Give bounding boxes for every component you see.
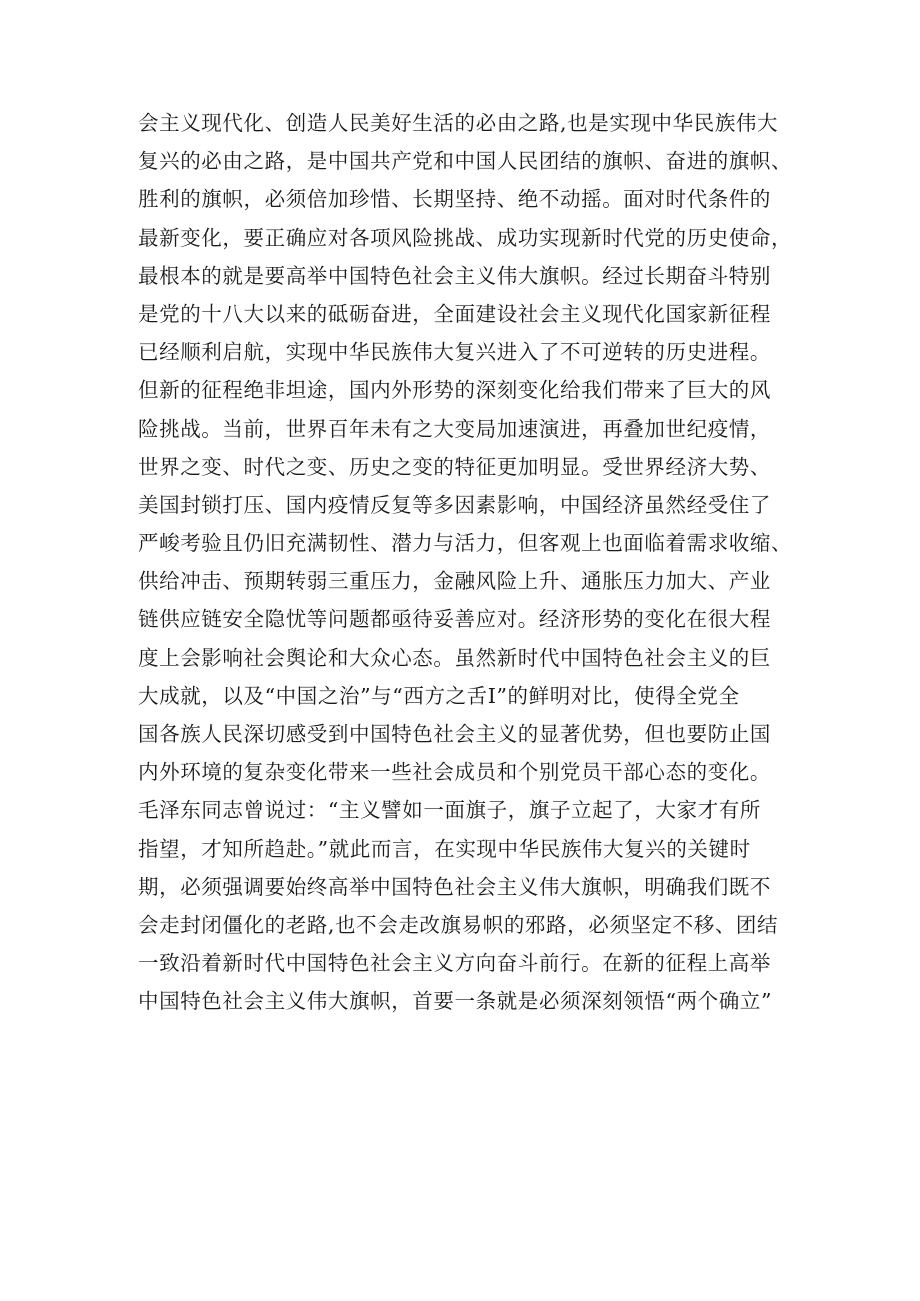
text-line: 会走封闭僵化的老路,也不会走改旗易帜的邪路，必须坚定不移、团结 xyxy=(138,912,779,937)
text-line: 复兴的必由之路，是中国共产党和中国人民团结的旗帜、奋进的旗帜、 xyxy=(138,149,793,174)
text-line: 美国封锁打压、国内疫情反复等多因素影响，中国经济虽然经受住了 xyxy=(138,492,771,517)
text-line: 大成就，以及“中国之治”与“西方之舌I”的鲜明对比，使得全党全 xyxy=(138,683,740,708)
text-line: 世界之变、时代之变、历史之变的特征更加明显。受世界经济大势、 xyxy=(138,454,771,479)
text-line: 会主义现代化、创造人民美好生活的必由之路,也是实现中华民族伟大 xyxy=(138,111,779,135)
text-line: 国各族人民深切感受到中国特色社会主义的显著优势，但也要防止国 xyxy=(138,722,771,746)
text-line: 最根本的就是要高举中国特色社会主义伟大旗帜。经过长期奋斗特别 xyxy=(138,263,771,288)
text-line: 险挑战。当前，世界百年未有之大变局加速演进，再叠加世纪疫情， xyxy=(138,416,771,441)
text-line: 胜利的旗帜，必须倍加珍惜、长期坚持、绝不动摇。面对时代条件的 xyxy=(138,187,771,212)
text-line: 严峻考验且仍旧充满韧性、潜力与活力，但客观上也面临着需求收缩、 xyxy=(138,531,793,556)
text-line: 供给冲击、预期转弱三重压力，金融风险上升、通胀压力加大、产业 xyxy=(138,569,771,594)
text-line: 是党的十八大以来的砥砺奋进，全面建设社会主义现代化国家新征程 xyxy=(138,301,771,326)
text-line: 期，必须强调要始终高举中国特色社会主义伟大旗帜，明确我们既不 xyxy=(138,874,771,899)
text-line: 指望，才知所趋赴。”就此而言，在实现中华民族伟大复兴的关键时 xyxy=(138,836,751,861)
text-line: 一致沿着新时代中国特色社会主义方向奋斗前行。在新的征程上高举 xyxy=(138,951,771,976)
text-line: 已经顺利启航，实现中华民族伟大复兴进入了不可逆转的历史进程。 xyxy=(138,340,771,365)
text-line: 链供应链安全隐忧等问题都亟待妥善应对。经济形势的变化在很大程 xyxy=(138,607,771,632)
text-line: 度上会影响社会舆论和大众心态。虽然新时代中国特色社会主义的巨 xyxy=(138,645,771,670)
text-line: 但新的征程绝非坦途，国内外形势的深刻变化给我们带来了巨大的风 xyxy=(138,378,771,403)
text-line: 最新变化，要正确应对各项风险挑战、成功实现新时代党的历史使命， xyxy=(138,225,793,250)
body-paragraph xyxy=(138,104,828,1021)
text-line: 内外环境的复杂变化带来一些社会成员和个别党员干部心态的变化。 xyxy=(138,760,771,785)
text-line: 中国特色社会主义伟大旗帜，首要一条就是必须深刻领悟“两个确立” xyxy=(138,989,773,1014)
text-line: 毛泽东同志曾说过：“主义譬如一面旗子，旗子立起了，大家才有所 xyxy=(138,798,761,823)
